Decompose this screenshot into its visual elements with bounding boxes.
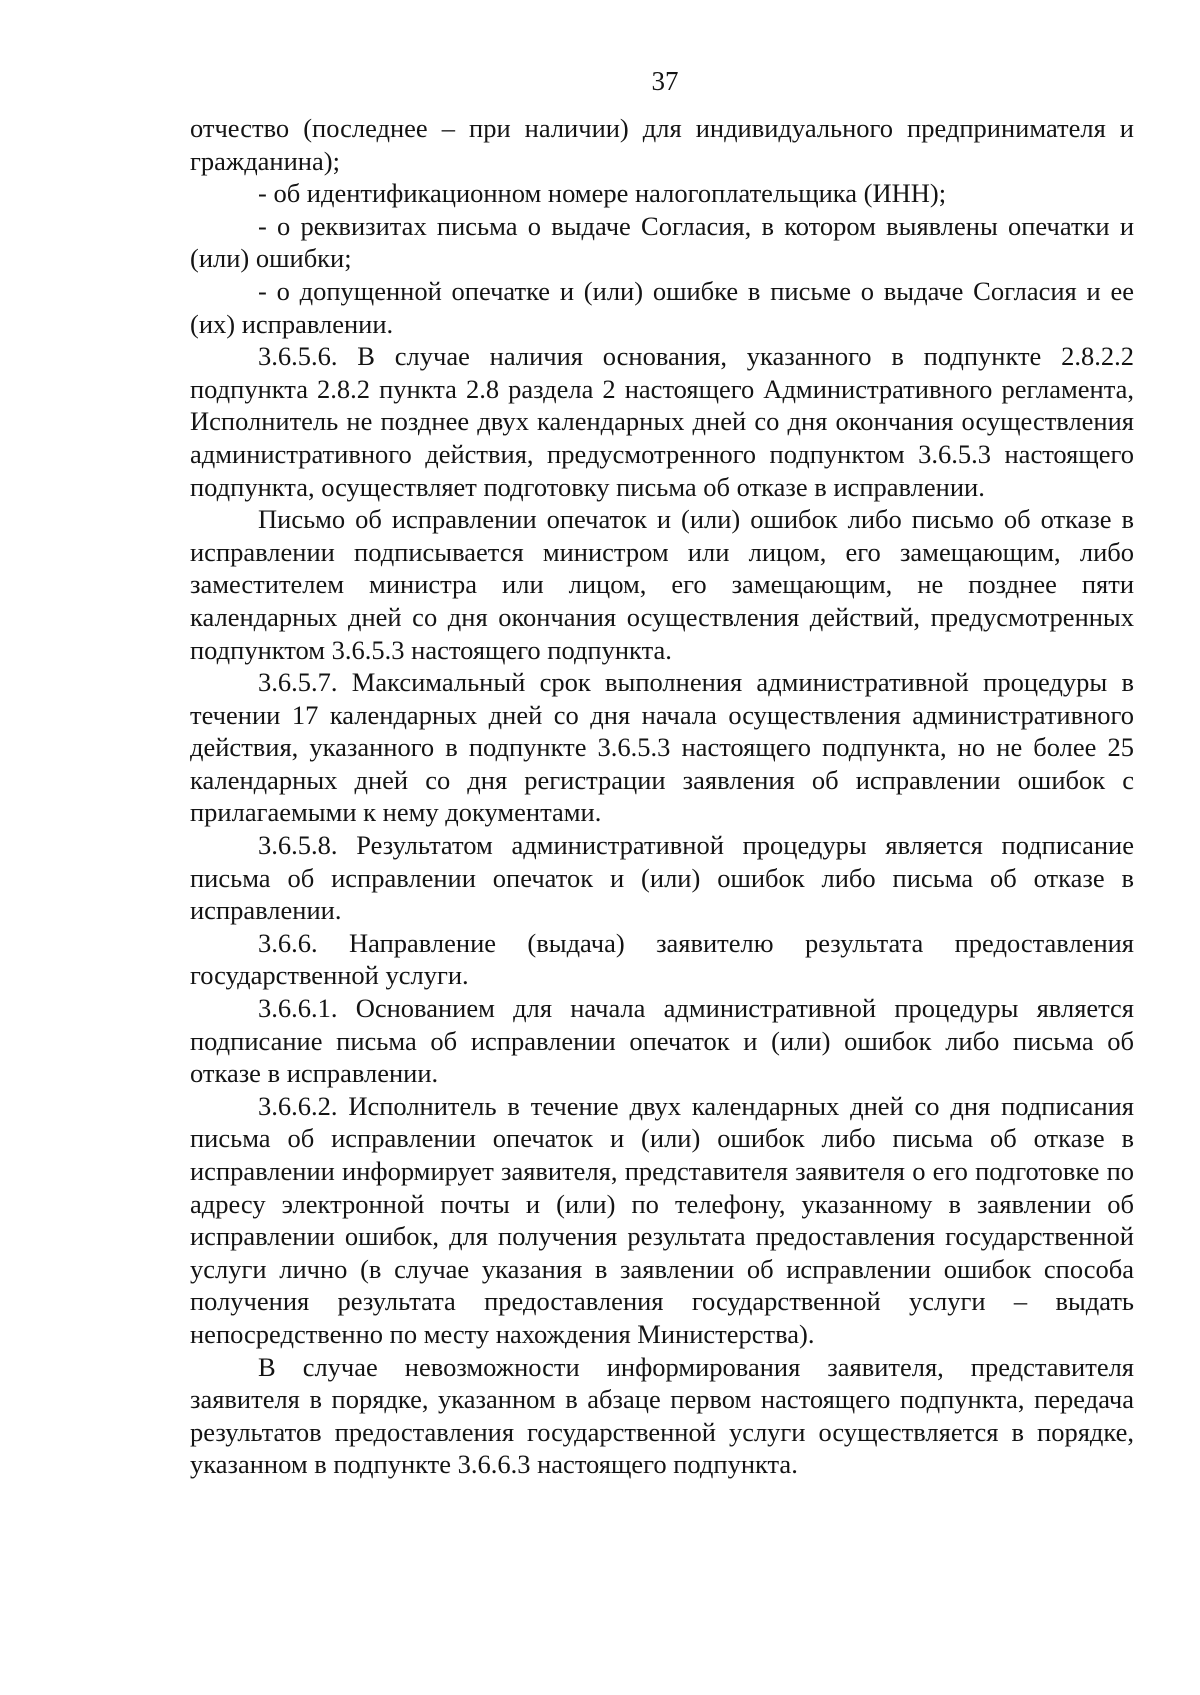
paragraph-continuation: отчество (последнее – при наличии) для индивидуального предпринимателя и гражданина); — [190, 113, 1134, 176]
paragraph-notification-failure: В случае невозможности информирования заявителя, представителя заявителя в порядке, указанном в абзаце первом настоящего подпункта, передача результатов предоставления государственной услуги осуществляется в порядке, указанном в подпункте 3.6.6.3 настоящего подпункта. — [190, 1351, 1134, 1480]
paragraph-3-6-6: 3.6.6. Направление (выдача) заявителю результата предоставления государственной услуги. — [190, 927, 1134, 991]
paragraph-3-6-5-6: 3.6.5.6. В случае наличия основания, указанного в подпункте 2.8.2.2 подпункта 2.8.2 пункта 2.8 раздела 2 настоящего Административного регламента, Исполнитель не позднее двух календарных дней со дня окончания осуществления административного действия, предусмотренного подпунктом 3.6.5.3 настоящего подпункта, осуществляет подготовку письма об отказе в исправлении. — [190, 341, 1134, 502]
document-body — [190, 112, 1134, 1481]
paragraph-typo-correction: - о допущенной опечатке и (или) ошибке в письме о выдаче Согласия и ее (их) исправлении. — [190, 275, 1134, 339]
paragraph-3-6-6-1: 3.6.6.1. Основанием для начала административной процедуры является подписание письма об исправлении опечаток и (или) ошибок либо письма об отказе в исправлении. — [190, 993, 1134, 1089]
paragraph-inn: - об идентификационном номере налогоплательщика (ИНН); — [258, 178, 947, 209]
page-number: 37 — [651, 66, 679, 96]
paragraph-letter-signing: Письмо об исправлении опечаток и (или) ошибок либо письмо об отказе в исправлении подписывается министром или лицом, его замещающим, либо заместителем министра или лицом, его замещающим, не позднее пяти календарных дней со дня окончания осуществления действий, предусмотренных подпунктом 3.6.5.3 настоящего подпункта. — [190, 504, 1134, 665]
paragraph-3-6-6-2: 3.6.6.2. Исполнитель в течение двух календарных дней со дня подписания письма об исправлении опечаток и (или) ошибок либо письма об отказе в исправлении информирует заявителя, представителя заявителя о его подготовке по адресу электронной почты и (или) по телефону, указанному в заявлении об исправлении ошибок, для получения результата предоставления государственной услуги лично (в случае указания в заявлении об исправлении ошибок способа получения результата предоставления государственной услуги – выдать непосредственно по месту нахождения Министерства). — [190, 1090, 1134, 1349]
paragraph-3-6-5-7: 3.6.5.7. Максимальный срок выполнения административной процедуры в течении 17 календарных дней со дня начала осуществления административного действия, указанного в подпункте 3.6.5.3 настоящего подпункта, но не более 25 календарных дней со дня регистрации заявления об исправлении ошибок с прилагаемыми к нему документами. — [190, 667, 1134, 828]
paragraph-3-6-5-8: 3.6.5.8. Результатом административной процедуры является подписание письма об исправлении опечаток и (или) ошибок либо письма об отказе в исправлении. — [190, 830, 1134, 926]
paragraph-letter-details: - о реквизитах письма о выдаче Согласия, в котором выявлены опечатки и (или) ошибки; — [190, 210, 1134, 274]
